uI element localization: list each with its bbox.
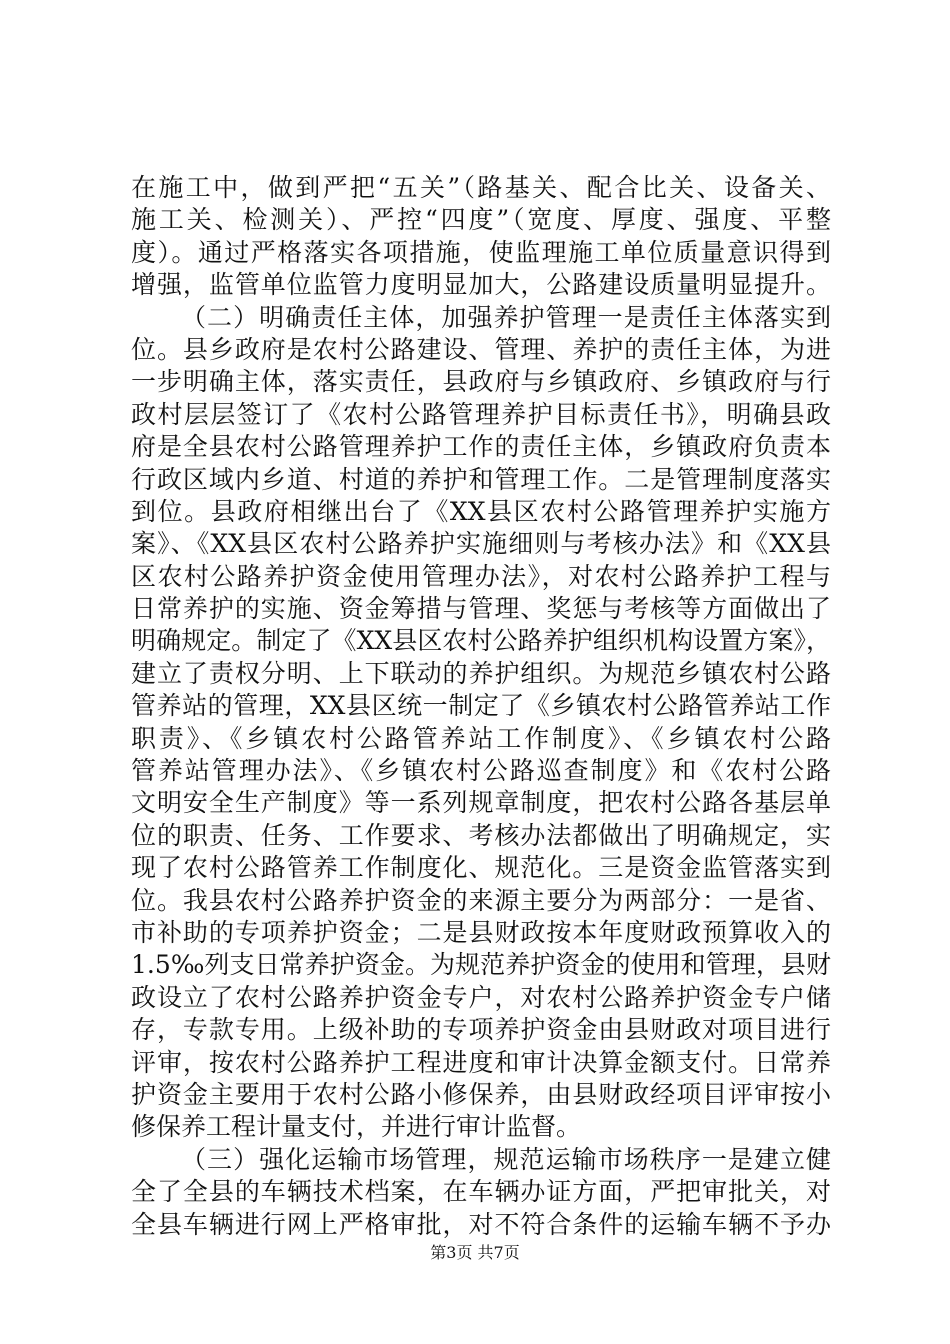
text-line: 存，专款专用。上级补助的专项养护资金由县财政对项目进行 — [131, 1015, 831, 1045]
body-text — [131, 172, 831, 1241]
text-line: 评审，按农村公路养护工程进度和审计决算金额支付。日常养 — [131, 1047, 831, 1077]
text-line: 一步明确主体，落实责任，县政府与乡镇政府、乡镇政府与行 — [131, 367, 831, 397]
text-line: 1.5‰列支日常养护资金。为规范养护资金的使用和管理，县财 — [131, 950, 831, 980]
text-line: 位。县乡政府是农村公路建设、管理、养护的责任主体，为进 — [131, 334, 831, 364]
text-line: 位。我县农村公路养护资金的来源主要分为两部分：一是省、 — [131, 885, 831, 915]
paragraph-start-line: （三）强化运输市场管理，规范运输市场秩序一是建立健 — [181, 1144, 831, 1174]
text-line: 行政区域内乡道、村道的养护和管理工作。二是管理制度落实 — [131, 464, 831, 494]
text-line: 管养站的管理，XX县区统一制定了《乡镇农村公路管养站工作 — [131, 691, 831, 721]
text-line: 在施工中，做到严把“五关”（路基关、配合比关、设备关、 — [131, 173, 831, 202]
text-line: 区农村公路养护资金使用管理办法》，对农村公路养护工程与 — [131, 561, 831, 591]
paragraph-end-line: 修保养工程计量支付，并进行审计监督。 — [131, 1112, 582, 1142]
text-line: 政村层层签订了《农村公路管理养护目标责任书》，明确县政 — [131, 399, 831, 429]
paragraph-start-line: （二）明确责任主体，加强养护管理一是责任主体落实到 — [181, 302, 831, 332]
text-line: 案》、《XX县区农村公路养护实施细则与考核办法》和《XX县 — [131, 529, 831, 559]
text-line: 政设立了农村公路养护资金专户，对农村公路养护资金专户储 — [131, 982, 831, 1012]
text-line: 全了全县的车辆技术档案，在车辆办证方面，严把审批关，对 — [131, 1177, 831, 1207]
text-line: 建立了责权分明、上下联动的养护组织。为规范乡镇农村公路 — [131, 658, 831, 688]
text-line: 位的职责、任务、工作要求、考核办法都做出了明确规定，实 — [131, 820, 831, 850]
text-line: 度）。通过严格落实各项措施，使监理施工单位质量意识得到 — [131, 237, 831, 267]
text-line: 管养站管理办法》、《乡镇农村公路巡查制度》和《农村公路 — [131, 756, 831, 786]
text-line: 到位。县政府相继出台了《XX县区农村公路管理养护实施方 — [131, 496, 831, 526]
text-line: 文明安全生产制度》等一系列规章制度，把农村公路各基层单 — [131, 788, 831, 818]
text-line: 府是全县农村公路管理养护工作的责任主体，乡镇政府负责本 — [131, 432, 831, 462]
text-line: 市补助的专项养护资金；二是县财政按本年度财政预算收入的 — [131, 917, 831, 947]
text-line: 施工关、检测关）、严控“四度”（宽度、厚度、强度、平整 — [131, 205, 831, 235]
text-line: 明确规定。制定了《XX县区农村公路养护组织机构设置方案》， — [131, 626, 831, 656]
text-line: 日常养护的实施、资金筹措与管理、奖惩与考核等方面做出了 — [131, 594, 831, 624]
page-number-footer: 第3页 共7页 — [430, 1243, 520, 1262]
text-line: 职责》、《乡镇农村公路管养站工作制度》、《乡镇农村公路 — [131, 723, 831, 753]
text-line: 增强，监管单位监管力度明显加大，公路建设质量明显提升。 — [131, 270, 831, 300]
text-line: 护资金主要用于农村公路小修保养，由县财政经项目评审按小 — [131, 1079, 831, 1109]
text-line: 现了农村公路管养工作制度化、规范化。三是资金监管落实到 — [131, 853, 831, 883]
text-line: 全县车辆进行网上严格审批，对不符合条件的运输车辆不予办 — [131, 1209, 831, 1239]
